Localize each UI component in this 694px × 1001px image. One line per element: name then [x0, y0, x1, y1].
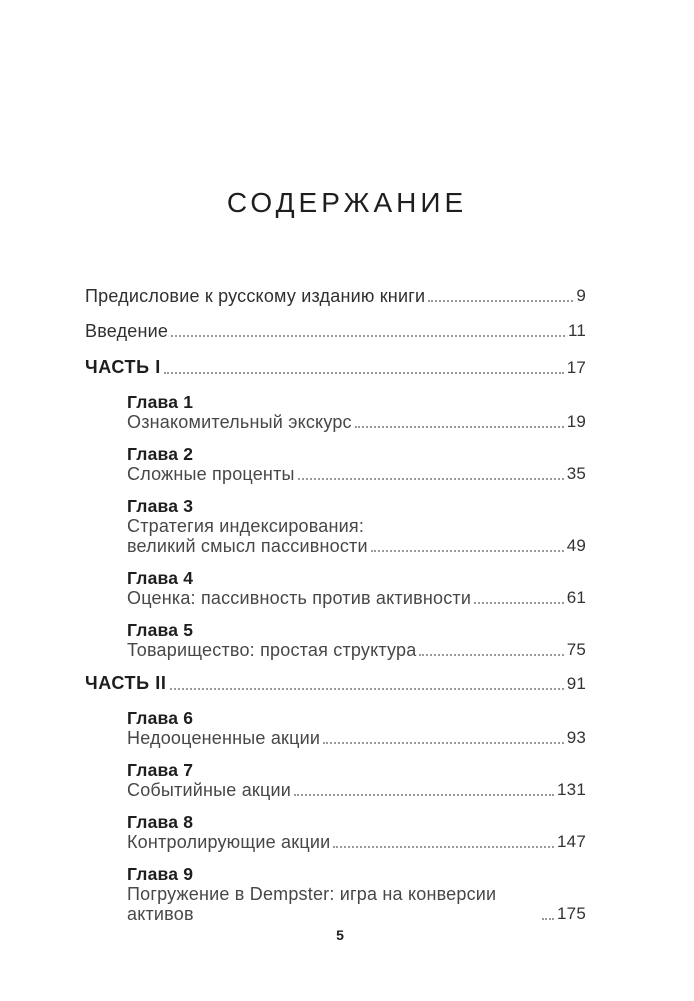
page-title: СОДЕРЖАНИЕ	[226, 187, 468, 218]
chapter-title-line	[127, 536, 586, 556]
chapter-title-text: Недооцененные акции	[127, 728, 321, 748]
dot-leader	[355, 426, 564, 428]
toc-entry-page-number: 17	[566, 358, 586, 377]
toc-entry-page-number: 61	[566, 588, 586, 607]
toc-chapter-entry	[85, 708, 586, 748]
chapter-title-lines	[127, 884, 586, 924]
chapter-title-line	[127, 588, 586, 608]
toc-chapter-entry	[85, 864, 586, 924]
chapter-heading: Глава 6	[127, 708, 194, 728]
toc-entry-label: Предисловие к русскому изданию книги	[85, 286, 426, 306]
chapter-title-lines	[127, 780, 586, 800]
toc-chapter-entry	[85, 760, 586, 800]
folio-page-number: 5	[336, 927, 344, 943]
chapter-title-line	[127, 780, 586, 800]
chapter-title-text: Стратегия индексирования:	[127, 516, 365, 536]
dot-leader	[298, 478, 564, 480]
chapter-heading: Глава 1	[127, 392, 194, 412]
toc-part-entry	[85, 356, 586, 378]
chapter-heading: Глава 2	[127, 444, 194, 464]
toc-entry	[85, 286, 586, 306]
toc-entry	[85, 321, 586, 341]
dot-leader	[542, 918, 554, 920]
chapter-title-line	[127, 516, 586, 536]
dot-leader	[171, 335, 565, 337]
chapter-heading: Глава 8	[127, 812, 194, 832]
toc-entry-page-number: 11	[567, 321, 586, 340]
chapter-heading: Глава 7	[127, 760, 194, 780]
dot-leader	[371, 550, 564, 552]
chapter-title-lines	[127, 412, 586, 432]
toc-entry-page-number: 49	[566, 536, 586, 555]
toc-entry-page-number: 131	[557, 780, 586, 799]
chapter-heading: Глава 4	[127, 568, 194, 588]
chapter-title-lines	[127, 464, 586, 484]
chapter-title-lines	[127, 516, 586, 556]
dot-leader	[323, 742, 564, 744]
chapter-title-line	[127, 640, 586, 660]
chapter-title-text: Сложные проценты	[127, 464, 295, 484]
toc-entry-page-number: 93	[566, 728, 586, 747]
dot-leader	[474, 602, 564, 604]
chapter-title-line	[127, 884, 586, 924]
toc-chapter-entry	[85, 812, 586, 852]
chapter-title-text: Контролирующие акции	[127, 832, 331, 852]
chapter-title-text: Погружение в Dempster: игра на конверсии активов	[127, 884, 497, 924]
toc-entry-label: Введение	[85, 321, 169, 341]
dot-leader	[170, 688, 564, 690]
toc-chapter-entry	[85, 392, 586, 432]
dot-leader	[164, 372, 564, 374]
chapter-title-line	[127, 728, 586, 748]
toc-part-label: ЧАСТЬ II	[85, 673, 167, 693]
toc-list	[0, 286, 694, 924]
toc-chapter-entry	[85, 444, 586, 484]
toc-part-label: ЧАСТЬ I	[85, 357, 161, 377]
chapter-heading: Глава 5	[127, 620, 194, 640]
toc-entry-page-number: 35	[566, 464, 586, 483]
toc-entry-page-number: 175	[557, 904, 586, 923]
chapter-title-text: Оценка: пассивность против активности	[127, 588, 472, 608]
chapter-title-lines	[127, 728, 586, 748]
dot-leader	[419, 654, 563, 656]
dot-leader	[333, 846, 554, 848]
chapter-title-lines	[127, 832, 586, 852]
chapter-title-text: Товарищество: простая структура	[127, 640, 417, 660]
toc-entry-page-number: 91	[566, 674, 586, 693]
chapter-title-line	[127, 832, 586, 852]
dot-leader	[294, 794, 554, 796]
toc-entry-page-number: 75	[566, 640, 586, 659]
toc-chapter-entry	[85, 496, 586, 556]
chapter-heading: Глава 3	[127, 496, 194, 516]
chapter-title-text: Событийные акции	[127, 780, 292, 800]
toc-entry-page-number: 19	[566, 412, 586, 431]
dot-leader	[428, 300, 573, 302]
toc-entry-page-number: 9	[576, 286, 586, 305]
toc-chapter-entry	[85, 568, 586, 608]
toc-chapter-entry	[85, 620, 586, 660]
toc-entry-page-number: 147	[557, 832, 586, 851]
chapter-title-text: Ознакомительный экскурс	[127, 412, 352, 432]
toc-part-entry	[85, 672, 586, 694]
chapter-title-line	[127, 464, 586, 484]
chapter-title-text: великий смысл пассивности	[127, 536, 368, 556]
chapter-title-lines	[127, 640, 586, 660]
chapter-heading: Глава 9	[127, 864, 194, 884]
chapter-title-lines	[127, 588, 586, 608]
chapter-title-line	[127, 412, 586, 432]
